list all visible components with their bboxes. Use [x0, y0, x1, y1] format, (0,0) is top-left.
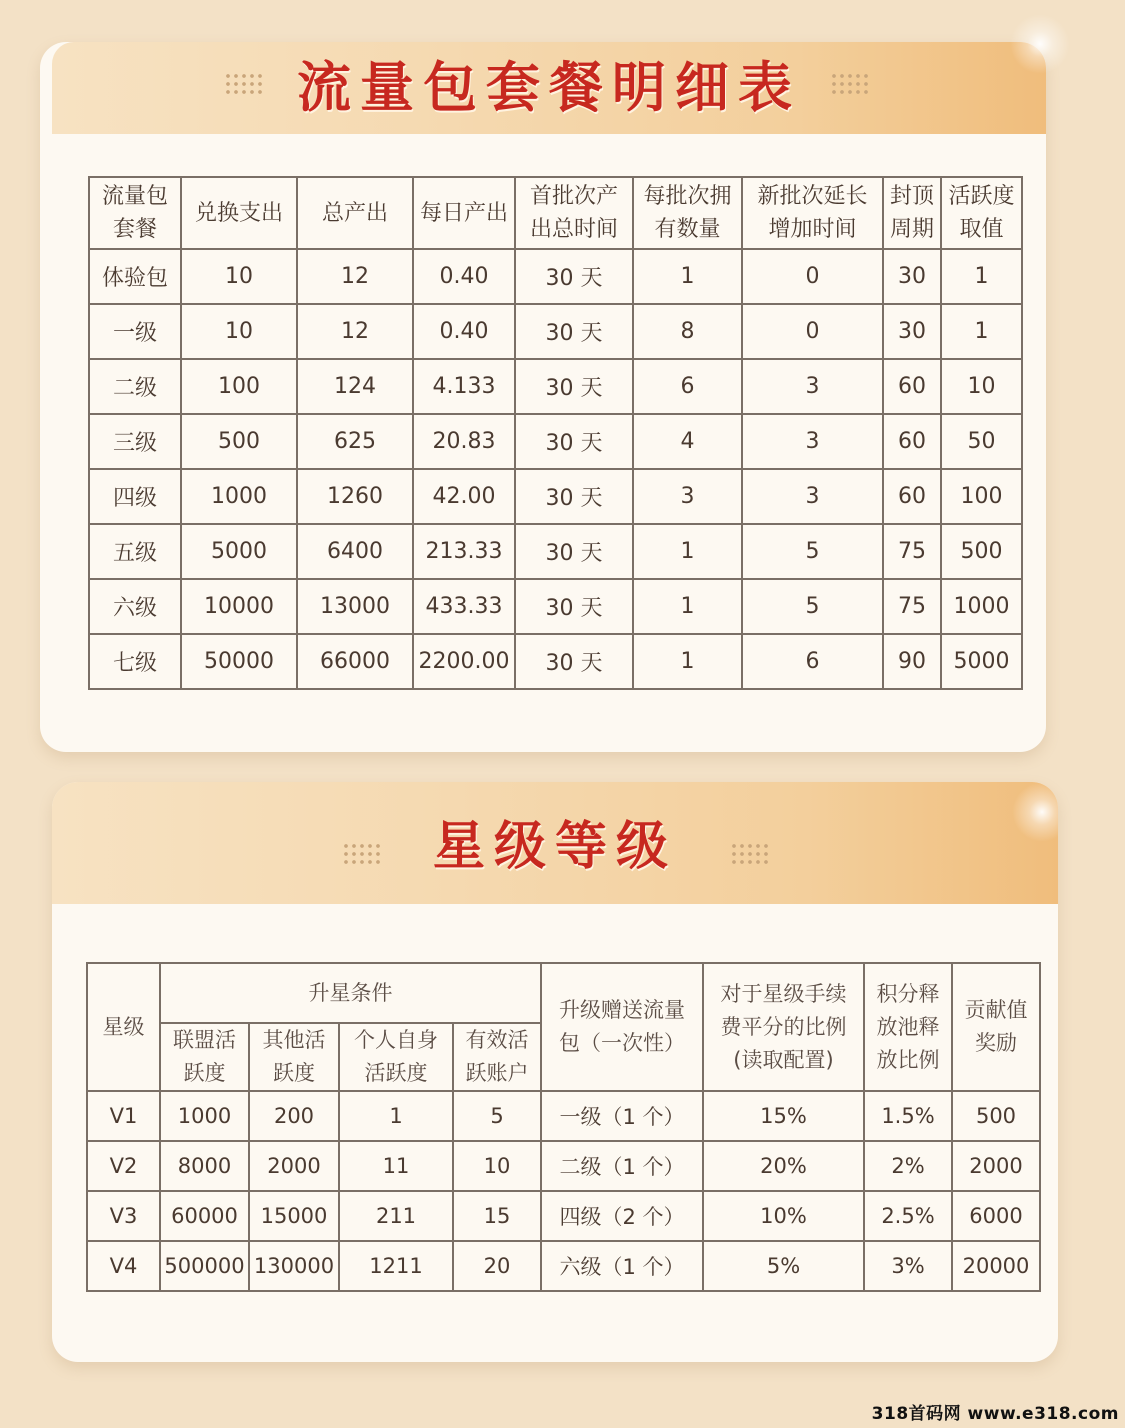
table-cell: 75 [883, 524, 941, 579]
table-cell: V3 [87, 1191, 160, 1241]
table-cell: 30 [883, 249, 941, 304]
sub-column-header-line: 活跃度 [364, 1061, 428, 1085]
table-cell: 1 [941, 304, 1022, 359]
table-cell: 15 [453, 1191, 541, 1241]
table-cell: 一级 [89, 304, 181, 359]
table-row [87, 1241, 1040, 1291]
dots-decoration-right [830, 72, 870, 98]
table-row [89, 524, 1022, 579]
table-row [89, 304, 1022, 359]
table-cell: 625 [297, 414, 413, 469]
header-fee-line: (读取配置) [733, 1047, 834, 1072]
table-cell: 5% [703, 1241, 864, 1291]
header-pool-line: 放比例 [876, 1047, 940, 1072]
table-cell: 30 天 [515, 579, 633, 634]
column-header-line: 总产出 [321, 200, 388, 226]
table-cell: 1260 [297, 469, 413, 524]
sub-column-header-line: 跃账户 [465, 1061, 529, 1085]
table-cell: 2000 [952, 1141, 1040, 1191]
table-cell: 0.40 [413, 304, 515, 359]
table-cell: 二级 [89, 359, 181, 414]
table-cell: 6400 [297, 524, 413, 579]
table-cell: 30 天 [515, 359, 633, 414]
table-cell: 500 [181, 414, 297, 469]
table-cell: 六级（1 个） [541, 1241, 703, 1291]
table-row [87, 1091, 1040, 1141]
table-cell: 1.5% [864, 1091, 952, 1141]
star-card-header [52, 782, 1058, 904]
table-cell: 5 [453, 1091, 541, 1141]
column-header-line: 取值 [959, 217, 1004, 242]
table-cell: 四级（2 个） [541, 1191, 703, 1241]
table-cell: 1 [941, 249, 1022, 304]
table-cell: 1 [633, 579, 742, 634]
table-cell: 20 [453, 1241, 541, 1291]
table-cell: 0 [742, 304, 883, 359]
star-card [52, 782, 1058, 1362]
table-cell: 3 [742, 469, 883, 524]
table-cell: 15000 [249, 1191, 339, 1241]
table-row [89, 469, 1022, 524]
table-cell: 2200.00 [413, 634, 515, 689]
table-row [89, 634, 1022, 689]
table-cell: 8 [633, 304, 742, 359]
table-cell: V4 [87, 1241, 160, 1291]
table-cell: 20% [703, 1141, 864, 1191]
table-cell: 10 [181, 249, 297, 304]
table-cell: 1000 [941, 579, 1022, 634]
column-header [89, 177, 181, 249]
table-cell: 1211 [339, 1241, 453, 1291]
table-cell: 3 [742, 359, 883, 414]
table-cell: 30 天 [515, 414, 633, 469]
table-row [89, 249, 1022, 304]
table-cell: 5000 [181, 524, 297, 579]
column-header [633, 177, 742, 249]
table-cell: 六级 [89, 579, 181, 634]
table-cell: 30 天 [515, 304, 633, 359]
column-header [413, 177, 515, 249]
table-cell: 130000 [249, 1241, 339, 1291]
table-cell: 11 [339, 1141, 453, 1191]
sub-column-header-line: 有效活 [465, 1028, 529, 1052]
dots-decoration-right [730, 842, 770, 868]
table-cell: 20000 [952, 1241, 1040, 1291]
table-row [87, 1191, 1040, 1241]
table-row [89, 414, 1022, 469]
header-upgrade-conditions: 升星条件 [160, 963, 541, 1023]
sub-column-header [160, 1023, 249, 1091]
sub-column-header-line: 跃度 [183, 1061, 226, 1085]
table-cell: 13000 [297, 579, 413, 634]
star-level-table [86, 962, 1041, 1292]
package-table-title: 流量包套餐明细表 [297, 55, 801, 119]
table-cell: 体验包 [89, 249, 181, 304]
table-cell: 1 [633, 249, 742, 304]
header-reward [952, 963, 1040, 1091]
table-cell: 3% [864, 1241, 952, 1291]
table-cell: 五级 [89, 524, 181, 579]
table-row [89, 579, 1022, 634]
table-cell: 6 [633, 359, 742, 414]
table-cell: 1000 [181, 469, 297, 524]
table-cell: 30 天 [515, 634, 633, 689]
table-cell: 1 [633, 524, 742, 579]
column-header-line: 出总时间 [529, 217, 618, 242]
table-cell: 3 [742, 414, 883, 469]
table-cell: 2000 [249, 1141, 339, 1191]
table-cell: 10% [703, 1191, 864, 1241]
header-fee-line: 对于星级手续 [720, 981, 847, 1006]
table-cell: 50000 [181, 634, 297, 689]
table-cell: 一级（1 个） [541, 1091, 703, 1141]
table-cell: 10 [453, 1141, 541, 1191]
table-cell: 30 天 [515, 249, 633, 304]
sub-column-header [249, 1023, 339, 1091]
column-header-line: 活跃度 [948, 184, 1015, 209]
table-cell: 213.33 [413, 524, 515, 579]
table-cell: 30 天 [515, 469, 633, 524]
column-header [297, 177, 413, 249]
table-cell: 5 [742, 524, 883, 579]
sub-column-header-line: 个人自身 [354, 1028, 438, 1052]
package-card-header [52, 42, 1046, 134]
table-cell: 6 [742, 634, 883, 689]
sub-column-header-line: 跃度 [273, 1061, 315, 1085]
header-fee-ratio [703, 963, 864, 1091]
table-cell: 60 [883, 414, 941, 469]
site-watermark: 318首码网 www.e318.com [871, 1404, 1119, 1424]
header-fee-line: 费平分的比例 [720, 1014, 847, 1039]
table-cell: 100 [181, 359, 297, 414]
column-header-line: 封顶 [889, 184, 934, 209]
table-cell: 4.133 [413, 359, 515, 414]
header-pool-line: 积分释 [876, 981, 940, 1006]
table-cell: 100 [941, 469, 1022, 524]
table-cell: 6000 [952, 1191, 1040, 1241]
table-cell: 30 天 [515, 524, 633, 579]
table-cell: V2 [87, 1141, 160, 1191]
table-cell: 60000 [160, 1191, 249, 1241]
table-cell: 10 [941, 359, 1022, 414]
table-cell: 12 [297, 249, 413, 304]
header-pool-line: 放池释 [876, 1014, 940, 1039]
table-cell: 60 [883, 359, 941, 414]
column-header [181, 177, 297, 249]
table-row [87, 1141, 1040, 1191]
table-cell: 66000 [297, 634, 413, 689]
column-header-line: 周期 [889, 217, 934, 242]
column-header-line: 每日产出 [419, 200, 508, 226]
column-header [515, 177, 633, 249]
header-gift [541, 963, 703, 1091]
table-cell: 5000 [941, 634, 1022, 689]
table-cell: 50 [941, 414, 1022, 469]
table-cell: 0.40 [413, 249, 515, 304]
table-cell: 15% [703, 1091, 864, 1141]
table-cell: 1000 [160, 1091, 249, 1141]
table-cell: 2% [864, 1141, 952, 1191]
package-table [88, 176, 1023, 690]
column-header-line: 套餐 [112, 217, 157, 242]
table-cell: 500000 [160, 1241, 249, 1291]
sub-column-header [339, 1023, 453, 1091]
header-gift-line: 包（一次性） [559, 1031, 685, 1055]
table-cell: 1 [339, 1091, 453, 1141]
sub-column-header-line: 联盟活 [173, 1028, 236, 1052]
table-cell: 42.00 [413, 469, 515, 524]
header-reward-line: 奖励 [975, 1031, 1017, 1055]
star-table-header-row [87, 963, 1040, 1023]
column-header-line: 兑换支出 [194, 200, 283, 226]
table-row [89, 359, 1022, 414]
column-header-line: 增加时间 [768, 217, 857, 242]
column-header-line: 有数量 [654, 217, 721, 242]
table-cell: 211 [339, 1191, 453, 1241]
column-header [883, 177, 941, 249]
table-cell: 七级 [89, 634, 181, 689]
table-cell: 二级（1 个） [541, 1141, 703, 1191]
column-header-line: 新批次延长 [757, 184, 868, 209]
sub-column-header [453, 1023, 541, 1091]
package-card [40, 42, 1046, 752]
table-cell: 3 [633, 469, 742, 524]
header-reward-line: 贡献值 [964, 998, 1028, 1022]
package-table-header-row [89, 177, 1022, 249]
star-table-title: 星级等级 [432, 816, 677, 877]
table-cell: 1 [633, 634, 742, 689]
table-cell: 12 [297, 304, 413, 359]
table-cell: 10000 [181, 579, 297, 634]
table-cell: 30 [883, 304, 941, 359]
header-pool-ratio [864, 963, 952, 1091]
table-cell: 2.5% [864, 1191, 952, 1241]
table-cell: 90 [883, 634, 941, 689]
table-cell: 60 [883, 469, 941, 524]
table-cell: 四级 [89, 469, 181, 524]
table-cell: 0 [742, 249, 883, 304]
header-level: 星级 [87, 963, 160, 1091]
table-cell: 433.33 [413, 579, 515, 634]
table-cell: 500 [952, 1091, 1040, 1141]
table-cell: 三级 [89, 414, 181, 469]
column-header [742, 177, 883, 249]
column-header-line: 首批次产 [529, 184, 618, 209]
table-cell: 20.83 [413, 414, 515, 469]
table-cell: 8000 [160, 1141, 249, 1191]
table-cell: V1 [87, 1091, 160, 1141]
column-header [941, 177, 1022, 249]
table-cell: 200 [249, 1091, 339, 1141]
header-gift-line: 升级赠送流量 [559, 998, 685, 1022]
table-cell: 124 [297, 359, 413, 414]
table-cell: 5 [742, 579, 883, 634]
sub-column-header-line: 其他活 [262, 1028, 326, 1052]
table-cell: 75 [883, 579, 941, 634]
table-cell: 10 [181, 304, 297, 359]
table-cell: 4 [633, 414, 742, 469]
sparkle-decoration [1010, 14, 1070, 74]
column-header-line: 流量包 [101, 184, 168, 209]
table-cell: 500 [941, 524, 1022, 579]
column-header-line: 每批次拥 [643, 184, 732, 209]
